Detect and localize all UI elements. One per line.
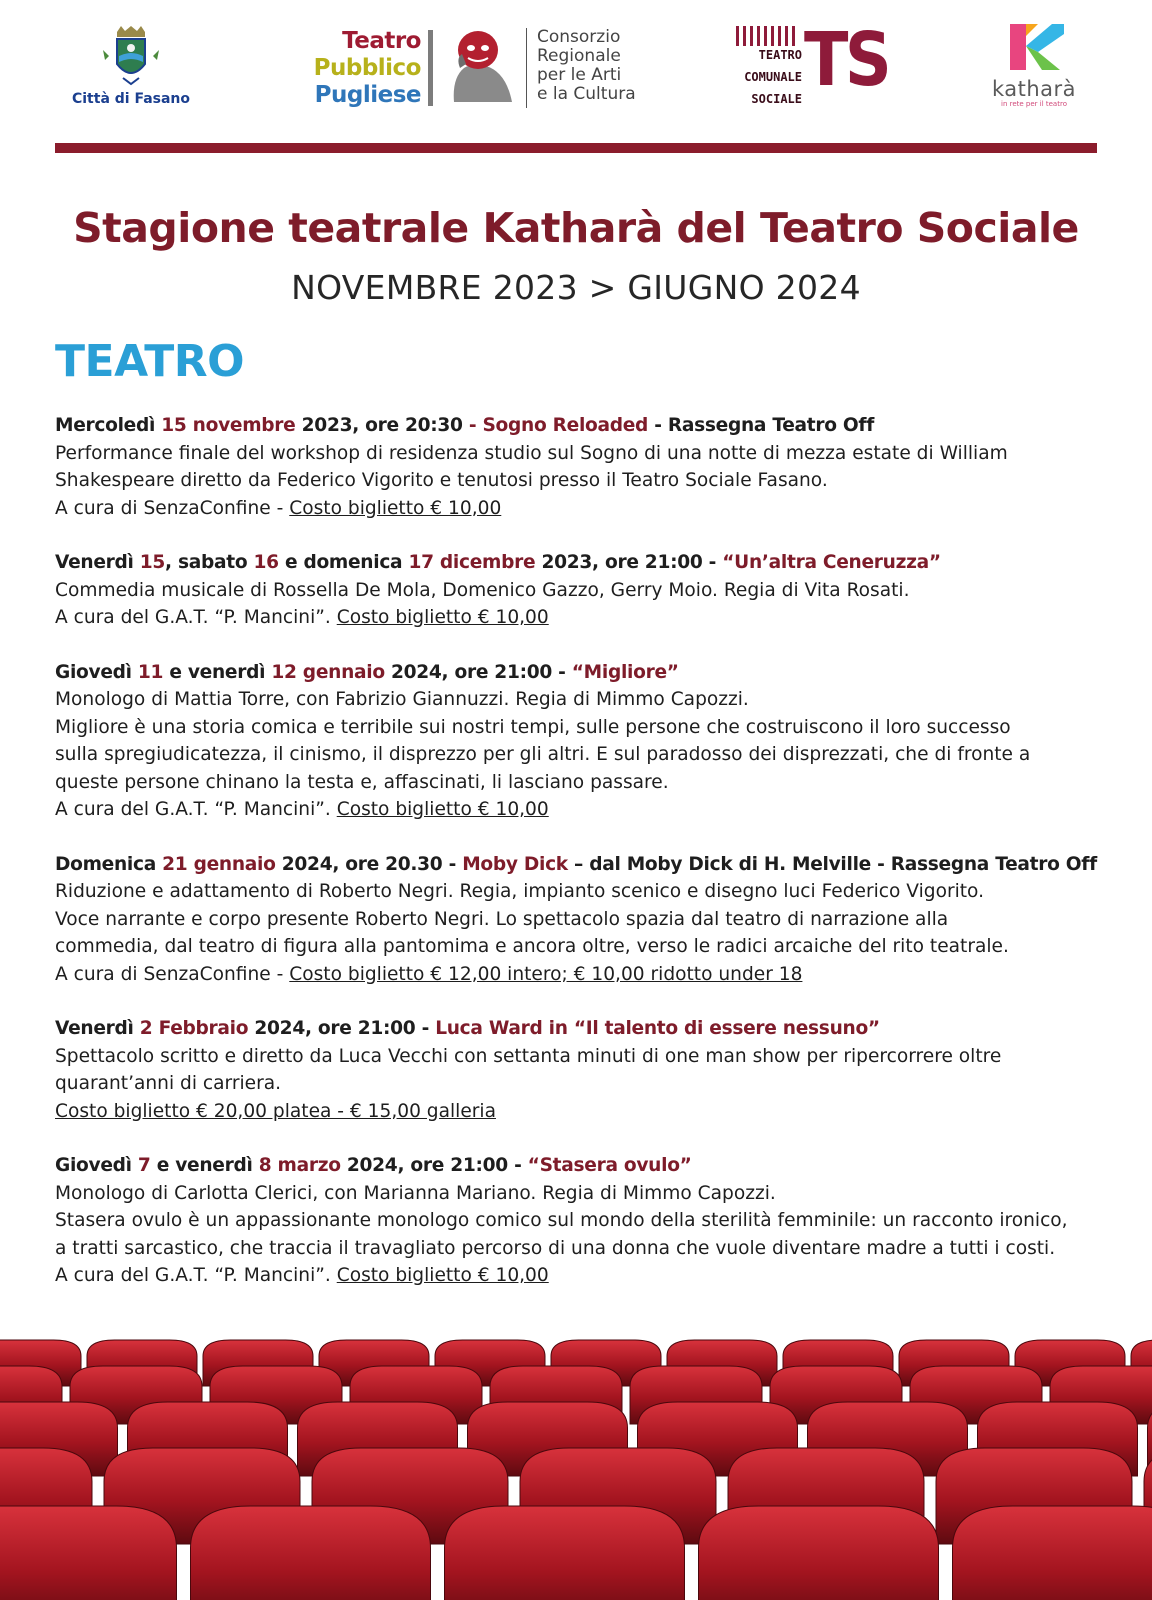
event-description-line [55, 1262, 1115, 1290]
event-header-text: - Rassegna Teatro Off [648, 415, 874, 436]
ts-label-line: COMUNALE [744, 70, 802, 84]
event-text: commedia, dal teatro di figura alla pantomima e ancora oltre, verso le radici arcaiche del rito teatrale. [55, 936, 1009, 957]
consorzio-line: per le Arti [537, 65, 622, 85]
header-divider [55, 143, 1097, 153]
fasano-name: Città di Fasano [71, 91, 191, 107]
event-header-text: e venerdì [163, 661, 272, 683]
ts-label-line: TEATRO [758, 48, 802, 62]
consorzio-divider [526, 28, 527, 108]
seat-icon [191, 1506, 431, 1600]
event-highlight: Moby Dick [462, 853, 568, 875]
event-highlight: 7 [137, 1155, 151, 1176]
event-highlight: 12 gennaio [271, 661, 385, 683]
event-highlight: 16 [253, 552, 279, 573]
event-text: A cura del G.A.T. “P. Mancini”. [55, 799, 337, 820]
event-header [55, 549, 1115, 577]
event-text: quarant’anni di carriera. [55, 1073, 282, 1094]
event-text: queste persone chinano la testa e, affascinati, li lasciano passare. [55, 771, 669, 793]
event-text: Riduzione e adattamento di Roberto Negri. Regia, impianto scenico e disegno luci Federico Vigorito. [55, 881, 985, 902]
event-highlight: 17 dicembre [408, 552, 536, 573]
event-header-text: 2024, ore 21:00 - [248, 1018, 436, 1039]
event-highlight: 11 [137, 661, 164, 683]
event-header-text: Giovedì [55, 661, 138, 683]
kathara-k-icon [1002, 22, 1066, 72]
ticket-price: Costo biglietto € 20,00 platea - € 15,00 galleria [55, 1100, 496, 1122]
event-description-line [55, 1235, 1115, 1263]
ticket-price: Costo biglietto € 12,00 intero; € 10,00 ridotto under 18 [289, 963, 803, 985]
event-text: Migliore è una storia comica e terribile sui nostri tempi, sulle persone che costruiscono il loro successo [55, 716, 1011, 738]
kathara-tagline: in rete per il teatro [1001, 100, 1067, 108]
event-header-text: e domenica [278, 552, 409, 573]
event-text: Stasera ovulo è un appassionante monologo comico sul mondo della sterilità femminile: un racconto ironico, [55, 1210, 1068, 1231]
event-highlight: 15 novembre [161, 415, 296, 436]
event-description-line [55, 796, 1115, 824]
consorzio-line: Consorzio [537, 27, 621, 47]
event-header [55, 851, 1115, 879]
event-header [55, 659, 1115, 687]
event-highlight: “Stasera ovulo” [527, 1155, 692, 1176]
ts-label-line: SOCIALE [751, 92, 802, 106]
event-highlight: 8 marzo [258, 1155, 341, 1176]
event-header [55, 412, 1115, 440]
consorzio-line: e la Cultura [537, 84, 636, 104]
event-entry [55, 549, 1115, 632]
event-text: Shakespeare diretto da Federico Vigorito e tenutosi presso il Teatro Sociale Fasano. [55, 470, 828, 491]
event-description-line [55, 495, 1115, 523]
event-text: a tratti sarcastico, che traccia il travagliato percorso di una donna che vuole diventare madre a tutti i costi. [55, 1237, 1056, 1259]
event-header-text: e venerdì [150, 1155, 259, 1176]
tpp-word-teatro: Teatro [342, 28, 421, 54]
event-entry [55, 412, 1115, 522]
consorzio-text [537, 28, 667, 104]
event-header-text: Venerdì [55, 1018, 140, 1039]
event-description-line [55, 906, 1115, 934]
tpp-divider [428, 30, 433, 106]
seat-icon [953, 1506, 1152, 1600]
seat-icon [445, 1506, 685, 1600]
event-highlight: Luca Ward in “Il talento di essere nessuno” [435, 1018, 880, 1039]
ts-monogram: TS [804, 17, 889, 103]
kathara-brand: katharà [991, 77, 1077, 101]
event-header-text: 2024, ore 20.30 - [275, 853, 463, 875]
consorzio-line: Regionale [537, 46, 621, 66]
section-heading: TEATRO [55, 336, 245, 387]
event-description-line [55, 933, 1115, 961]
ticket-price: Costo biglietto € 10,00 [289, 497, 502, 519]
event-entry [55, 1152, 1115, 1290]
citta-di-fasano-logo [56, 26, 206, 107]
partner-logos [0, 0, 1152, 150]
event-header-text: 2024, ore 21:00 - [340, 1155, 528, 1176]
event-description-line [55, 714, 1115, 742]
event-text: sulla spregiudicatezza, il cinismo, il disprezzo per gli altri. E sul paradosso dei disprezzati, che di fronte a [55, 744, 1031, 765]
event-header-text: 2023, ore 21:00 - [535, 552, 723, 573]
event-description-line [55, 961, 1115, 989]
seat-icon [0, 1506, 177, 1600]
event-highlight: - Sogno Reloaded [468, 415, 649, 436]
page-subtitle: NOVEMBRE 2023 > GIUGNO 2024 [291, 268, 861, 307]
ticket-price: Costo biglietto € 10,00 [336, 607, 549, 628]
ticket-price: Costo biglietto € 10,00 [336, 799, 549, 820]
event-description-line [55, 769, 1115, 797]
event-text: A cura del G.A.T. “P. Mancini”. [55, 1265, 337, 1286]
event-header [55, 1152, 1115, 1180]
event-header-text: 2024, ore 21:00 - [384, 661, 572, 683]
tpp-word-pugliese: Pugliese [314, 82, 421, 108]
event-text: A cura di SenzaConfine - [55, 497, 290, 519]
event-description-line [55, 1070, 1115, 1098]
event-list [55, 412, 1115, 1317]
event-header-text: , sabato [165, 552, 254, 573]
event-highlight: 2 Febbraio [139, 1018, 249, 1039]
event-description-line [55, 1180, 1115, 1208]
event-highlight: “Migliore” [571, 661, 679, 683]
event-description-line [55, 1098, 1115, 1126]
event-description-line [55, 467, 1115, 495]
event-header-text: 2023, ore 20:30 [295, 415, 469, 436]
event-header-text: Domenica [55, 853, 163, 875]
teatro-comunale-sociale-logo [736, 17, 889, 108]
event-header-text: Venerdì [55, 552, 140, 573]
event-entry [55, 659, 1115, 824]
event-entry [55, 851, 1115, 989]
seat-icon [699, 1506, 939, 1600]
event-header-text: Mercoledì [55, 415, 162, 436]
event-text: Monologo di Carlotta Clerici, con Marianna Mariano. Regia di Mimmo Capozzi. [55, 1182, 776, 1204]
event-description-line [55, 604, 1115, 632]
event-header [55, 1015, 1115, 1043]
event-description-line [55, 440, 1115, 468]
event-description-line [55, 878, 1115, 906]
ts-label [736, 44, 802, 110]
page-title: Stagione teatrale Katharà del Teatro Sociale [73, 204, 1079, 252]
event-text: A cura del G.A.T. “P. Mancini”. [55, 607, 337, 628]
ticket-price: Costo biglietto € 10,00 [336, 1265, 549, 1286]
event-text: Commedia musicale di Rossella De Mola, Domenico Gazzo, Gerry Moio. Regia di Vita Rosati. [55, 579, 910, 601]
event-highlight: 21 gennaio [162, 853, 276, 875]
event-description-line [55, 1043, 1115, 1071]
event-entry [55, 1015, 1115, 1125]
fasano-crest-icon [101, 26, 161, 88]
event-text: Performance finale del workshop di residenza studio sul Sogno di una notte di mezza estate di William [55, 442, 1008, 464]
tpp-wordmark [296, 28, 421, 109]
event-text: Voce narrante e corpo presente Roberto Negri. Lo spettacolo spazia dal teatro di narrazione alla [55, 908, 949, 930]
event-description-line [55, 1207, 1115, 1235]
event-highlight: “Un’altra Ceneruzza” [722, 552, 941, 573]
kathara-logo [984, 22, 1084, 109]
event-header-text: Giovedì [55, 1155, 138, 1176]
event-text: Monologo di Mattia Torre, con Fabrizio Giannuzzi. Regia di Mimmo Capozzi. [55, 689, 749, 710]
theatre-mask-icon [446, 28, 518, 106]
event-header-text: – dal Moby Dick di H. Melville - Rassegna Teatro Off [567, 853, 1097, 875]
event-text: A cura di SenzaConfine - [55, 963, 290, 985]
event-description-line [55, 686, 1115, 714]
event-text: Spettacolo scritto e diretto da Luca Vecchi con settanta minuti di one man show per ripercorrere oltre [55, 1045, 1002, 1067]
event-description-line [55, 741, 1115, 769]
event-description-line [55, 577, 1115, 605]
event-highlight: 15 [139, 552, 166, 573]
theatre-seats-illustration [0, 1336, 1152, 1600]
ts-stripes-icon [736, 26, 802, 46]
tpp-word-pubblico: Pubblico [313, 55, 421, 81]
